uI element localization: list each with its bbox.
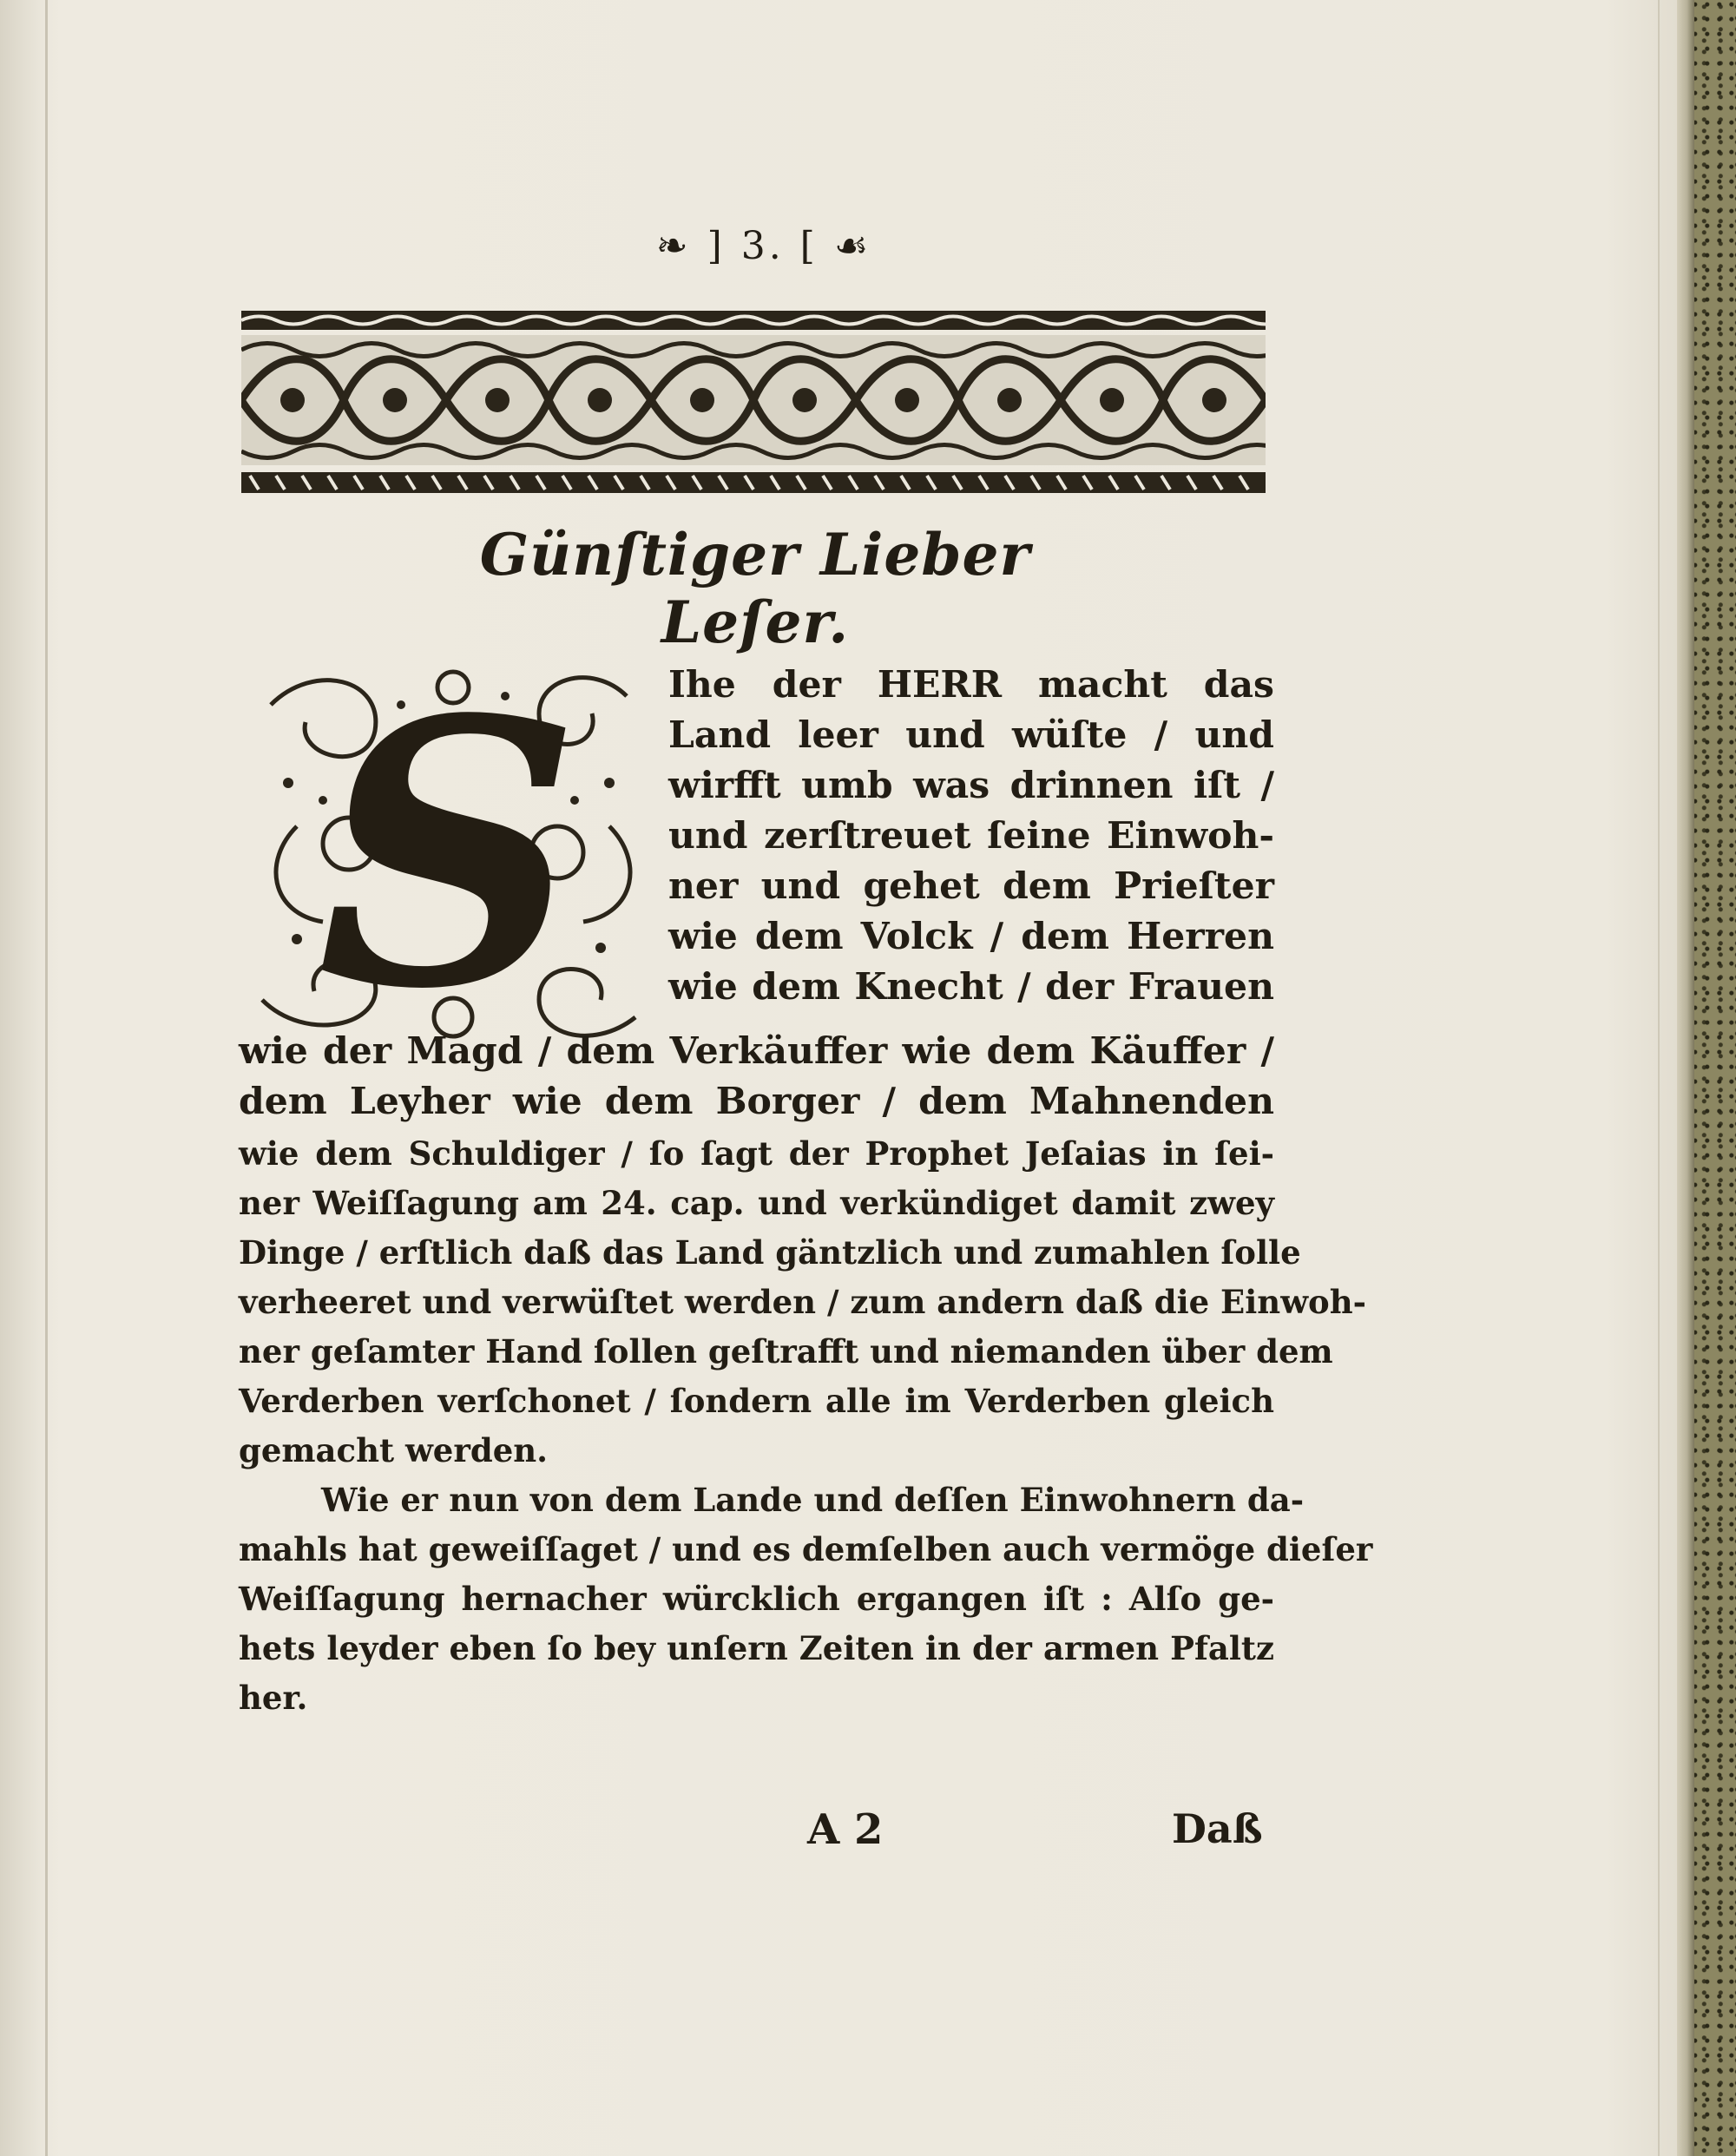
body-line-11: ner Weiſſagung am 24. cap. und verkündiget damit zwey	[239, 1184, 1274, 1222]
fleuron-left-icon: ❧	[655, 224, 707, 268]
body-line-1: Ihe der HERR macht das	[668, 663, 1274, 707]
body-line-8: wie der Magd / dem Verkäuffer wie dem Käuffer /	[239, 1029, 1274, 1073]
gutter	[45, 0, 48, 2156]
body-line-21: her.	[239, 1679, 308, 1717]
body-line-10: wie dem Schuldiger / ſo ſagt der Prophet Jeſaias in ſei-	[239, 1134, 1274, 1173]
body-line-13: verheeret und verwüſtet werden / zum andern daß die Einwoh-	[239, 1283, 1366, 1321]
body-line-14: ner geſamter Hand ſollen geſtrafft und niemanden über dem	[239, 1332, 1333, 1371]
decorated-initial-s	[245, 653, 653, 1061]
catchword: Daß	[1172, 1805, 1263, 1852]
fleuron-right-icon: ☙	[818, 224, 872, 268]
body-line-2: Land leer und wüſte / und	[668, 713, 1274, 757]
body-line-9: dem Leyher wie dem Borger / dem Mahnenden	[239, 1080, 1274, 1123]
body-line-15: Verderben verſchonet / ſondern alle im Verderben gleich	[239, 1382, 1274, 1420]
page-edge	[1675, 0, 1694, 2156]
body-line-3: wirfft umb was drinnen iſt /	[668, 764, 1274, 807]
headpiece-ornament	[241, 311, 1266, 493]
body-line-5: ner und gehet dem Prieſter	[668, 864, 1274, 908]
signature-mark: A 2	[807, 1805, 884, 1854]
page-number: ] 3. [	[707, 224, 819, 268]
body-line-19: Weiſſagung hernacher würcklich ergangen iſt : Alſo ge-	[239, 1580, 1274, 1618]
background-board	[1693, 0, 1736, 2156]
body-line-16: gemacht werden.	[239, 1431, 549, 1469]
running-head	[634, 224, 894, 276]
body-line-7: wie dem Knecht / der Frauen	[668, 965, 1274, 1009]
body-line-18: mahls hat geweiſſaget / und es demſelben auch vermöge dieſer	[239, 1530, 1373, 1568]
body-line-17: Wie er nun von dem Lande und deſſen Einwohnern da-	[321, 1481, 1305, 1519]
page-title: Günſtiger Lieber Leſer.	[479, 521, 1031, 656]
page-edge-line	[1658, 0, 1660, 2156]
body-line-20: hets leyder eben ſo bey unſern Zeiten in der armen Pfaltz	[239, 1629, 1274, 1667]
body-line-4: und zerſtreuet ſeine Einwoh-	[668, 814, 1274, 858]
body-line-12: Dinge / erſtlich daß das Land gäntzlich und zumahlen ſolle	[239, 1233, 1301, 1272]
body-line-6: wie dem Volck / dem Herren	[668, 915, 1274, 958]
initial-letter: S	[317, 653, 581, 1061]
